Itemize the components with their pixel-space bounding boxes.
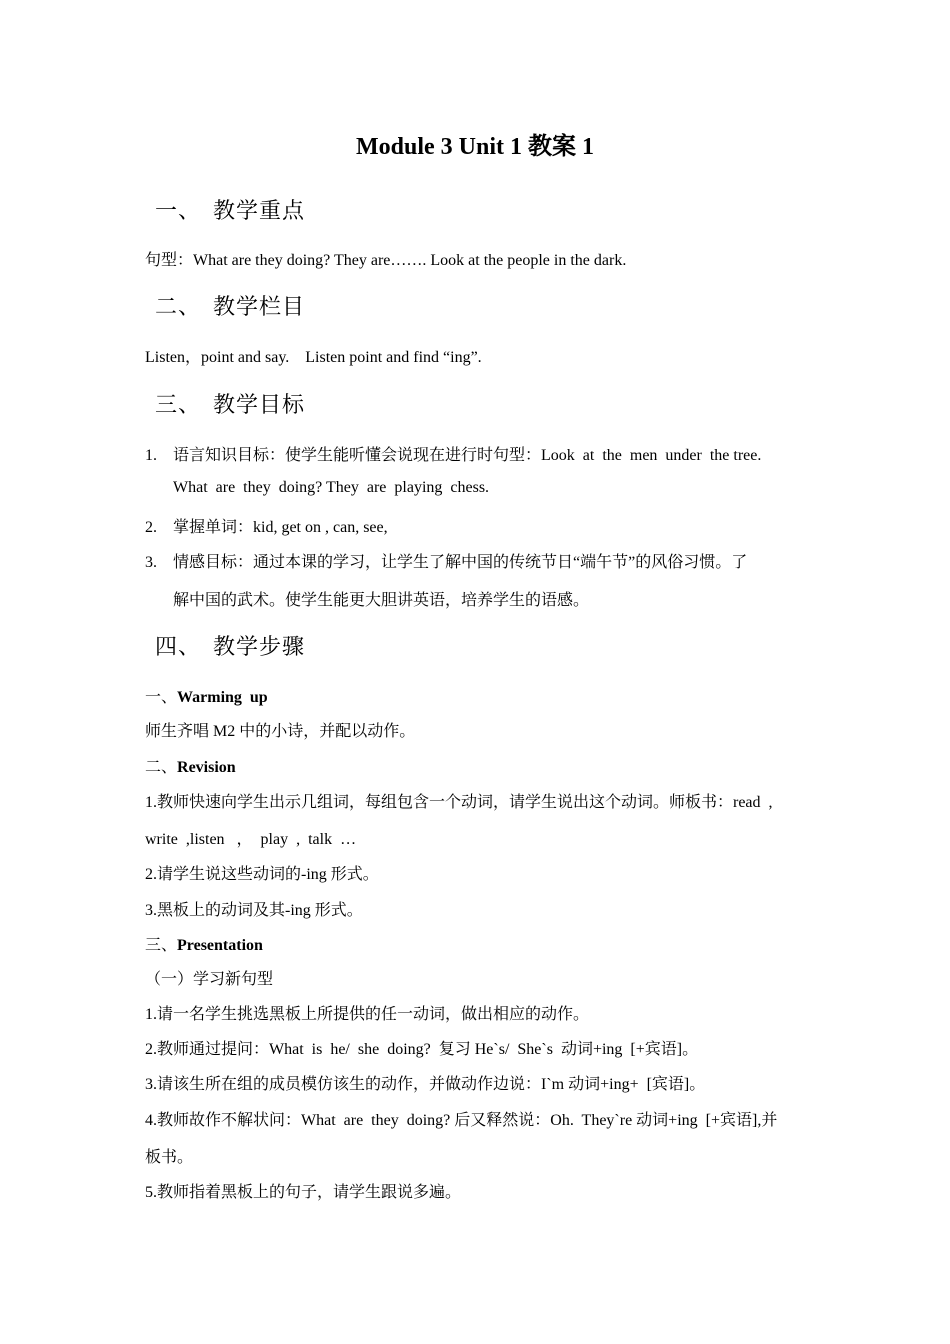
goal-number: 3. <box>145 554 157 571</box>
warming-up-text: 师生齐唱 M2 中的小诗，并配以动作。 <box>145 723 416 740</box>
goal-text-continued: 解中国的武术。使学生能更大胆讲英语，培养学生的语感。 <box>173 592 590 609</box>
step-heading-warming-up <box>145 684 268 707</box>
section-heading-3 <box>155 388 305 419</box>
revision-line: 2.请学生说这些动词的-ing 形式。 <box>145 866 379 883</box>
section-number: 三、 <box>155 392 202 417</box>
revision-line: 1.教师快速向学生出示几组词，每组包含一个动词，请学生说出这个动词。师板书：read , <box>145 794 773 811</box>
step-prefix: 一、 <box>145 689 178 706</box>
step-heading-presentation <box>145 932 263 955</box>
presentation-line: 3.请该生所在组的成员模仿该生的动作，并做动作边说：I`m 动词+ing+ [宾语]。 <box>145 1076 706 1093</box>
step-heading-revision <box>145 754 236 777</box>
columns-text: Listen，point and say. Listen point and find “ing”. <box>145 349 482 366</box>
section-title: 教学栏目 <box>213 294 306 319</box>
goal-text: 语言知识目标：使学生能听懂会说现在进行时句型：Look at the men under the tree. <box>173 447 762 464</box>
presentation-line: 2.教师通过提问：What is he/ she doing? 复习 He`s/ She`s 动词+ing [+宾语]。 <box>145 1041 699 1058</box>
document-title: Module 3 Unit 1 教案 1 <box>355 134 594 160</box>
step-label: Warming up <box>177 689 268 706</box>
step-label: Presentation <box>177 937 263 954</box>
step-prefix: 二、 <box>145 759 178 776</box>
section-number: 四、 <box>155 634 202 659</box>
presentation-line: 4.教师故作不解状问：What are they doing? 后又释然说：Oh. They`re 动词+ing [+宾语],并 <box>145 1112 778 1129</box>
goal-number: 2. <box>145 519 157 536</box>
step-prefix: 三、 <box>145 937 178 954</box>
revision-line: write ,listen ， play , talk … <box>145 831 357 848</box>
section-heading-1 <box>155 194 305 225</box>
section-title: 教学目标 <box>213 392 306 417</box>
revision-line: 3.黑板上的动词及其-ing 形式。 <box>145 902 363 919</box>
goal-item-1 <box>145 442 761 465</box>
goal-item-2 <box>145 514 388 537</box>
goal-item-3 <box>145 549 747 572</box>
presentation-line: 5.教师指着黑板上的句子，请学生跟说多遍。 <box>145 1184 462 1201</box>
step-label: Revision <box>177 759 236 776</box>
section-heading-4 <box>155 630 305 661</box>
section-number: 一、 <box>155 198 202 223</box>
section-title: 教学重点 <box>213 198 306 223</box>
goal-text: 掌握单词：kid, get on , can, see, <box>173 519 388 536</box>
presentation-subheading: （一）学习新句型 <box>145 971 274 988</box>
section-number: 二、 <box>155 294 202 319</box>
section-heading-2 <box>155 290 305 321</box>
presentation-line: 1.请一名学生挑选黑板上所提供的任一动词，做出相应的动作。 <box>145 1006 590 1023</box>
goal-text-continued: What are they doing? They are playing chess. <box>173 479 490 496</box>
focus-text: 句型：What are they doing? They are……. Look at the people in the dark. <box>145 252 627 269</box>
goal-text: 情感目标：通过本课的学习，让学生了解中国的传统节日“端午节”的风俗习惯。了 <box>173 554 748 571</box>
section-title: 教学步骤 <box>213 634 306 659</box>
presentation-line: 板书。 <box>145 1149 194 1166</box>
goal-number: 1. <box>145 447 157 464</box>
